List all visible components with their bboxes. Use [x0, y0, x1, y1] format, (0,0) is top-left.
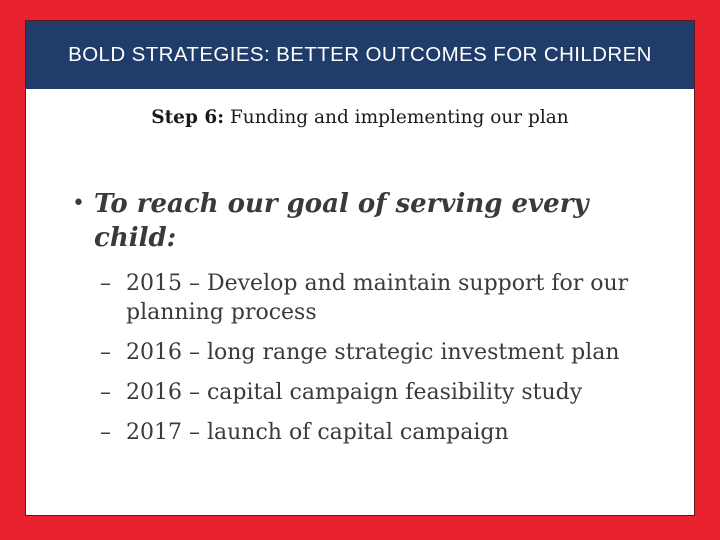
sub-bullet-item [100, 378, 686, 407]
dash-icon: – [100, 380, 111, 405]
bullet-icon: • [72, 191, 85, 216]
dash-icon: – [100, 420, 111, 445]
sub-bullet-text: 2017 – launch of capital campaign [126, 420, 509, 445]
step-text: Funding and implementing our plan [229, 107, 569, 128]
main-bullet-text: To reach our goal of serving every child: [94, 189, 589, 253]
dash-icon: – [100, 271, 111, 296]
sub-bullet-item [100, 338, 686, 367]
sub-bullet-list [26, 269, 694, 447]
slide [25, 20, 695, 516]
sub-bullet-text: 2016 – capital campaign feasibility study [126, 380, 583, 405]
main-bullet [72, 187, 654, 255]
sub-bullet-item [100, 269, 686, 327]
sub-bullet-text: 2015 – Develop and maintain support for our planning process [126, 271, 629, 325]
title-banner: BOLD STRATEGIES: BETTER OUTCOMES FOR CHILDREN [26, 21, 694, 89]
sub-bullet-item [100, 418, 686, 447]
slide-body [26, 187, 694, 458]
step-heading [26, 107, 694, 128]
dash-icon: – [100, 340, 111, 365]
sub-bullet-text: 2016 – long range strategic investment plan [126, 340, 620, 365]
step-label: Step 6: [151, 107, 225, 128]
